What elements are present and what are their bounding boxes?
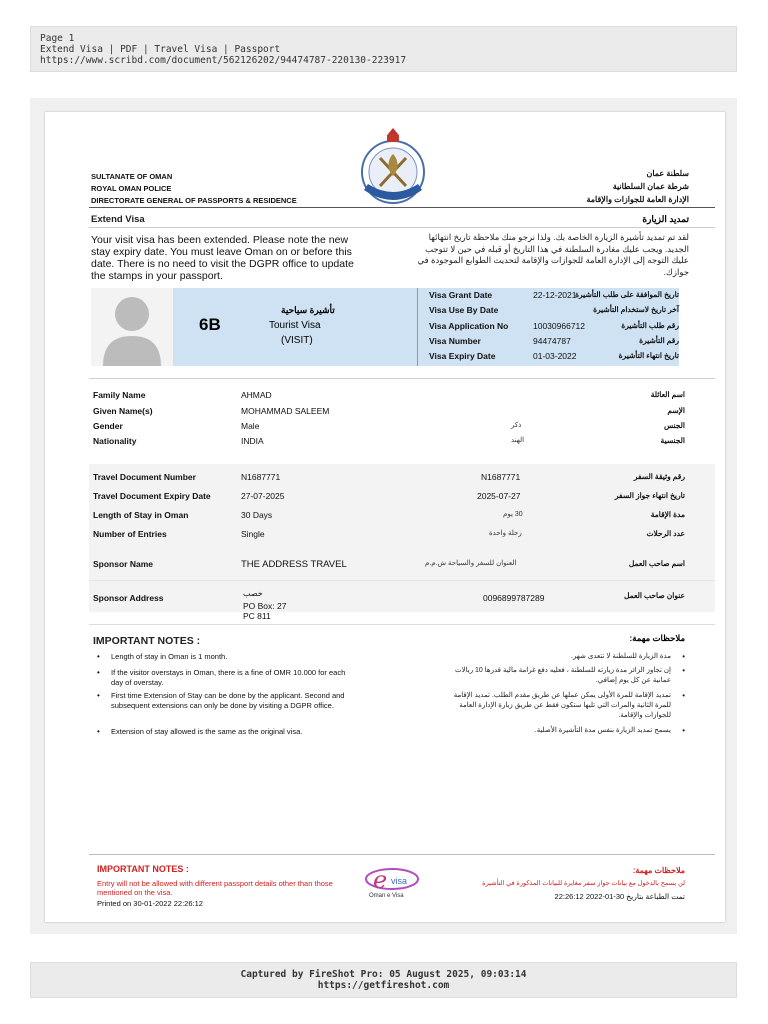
- given-names-label: Given Name(s): [93, 406, 153, 416]
- capture-footer-text: Captured by FireShot Pro: 05 August 2025, 09:03:14: [240, 969, 527, 980]
- visa-document-page: [45, 112, 725, 922]
- notes-title-ar: ملاحظات مهمة:: [629, 633, 685, 643]
- sponsor-address-value-ar: 0096899787289: [483, 593, 545, 603]
- travel-doc-expiry-label: Travel Document Expiry Date: [93, 491, 211, 501]
- visa-grant-date-label-ar: تاريخ الموافقة على طلب التأشيرة: [575, 290, 679, 299]
- letterhead-ar-line1: سلطنة عمان: [646, 169, 689, 178]
- visa-info-panel: [173, 288, 679, 366]
- svg-text:visa: visa: [391, 876, 408, 886]
- capture-page-url[interactable]: https://www.scribd.com/document/562126202/94474787-220130-223917: [40, 55, 407, 66]
- number-of-entries-label-ar: عدد الرحلات: [646, 529, 685, 538]
- visa-type-sub: (VISIT): [281, 335, 313, 346]
- gender-value: Male: [241, 421, 260, 431]
- visa-grant-date-value: 22-12-2021: [533, 290, 577, 300]
- footer-divider: [89, 854, 715, 855]
- visa-number-label-ar: رقم التأشيرة: [639, 336, 679, 345]
- sponsor-name-value: THE ADDRESS TRAVEL: [241, 559, 347, 570]
- visa-type-ar: تأشيرة سياحية: [281, 305, 335, 315]
- visa-application-no-label-ar: رقم طلب التأشيرة: [621, 321, 679, 330]
- letterhead-divider: [89, 207, 715, 208]
- note-item-ar: • إن تجاوز الزائر مدة زيارته للسلطنة ، فعليه دفع غرامة مالية قدرها 10 ريالات عمانية عن كل يوم إضافي.: [445, 666, 685, 686]
- travel-doc-number-value-ar: N1687771: [481, 472, 521, 482]
- notes-title: IMPORTANT NOTES :: [93, 635, 201, 647]
- letterhead-en-line3: DIRECTORATE GENERAL OF PASSPORTS & RESIDENCE: [91, 196, 297, 205]
- visa-type: Tourist Visa: [269, 320, 321, 331]
- family-name-value: AHMAD: [241, 390, 272, 400]
- travel-doc-expiry-label-ar: تاريخ انتهاء جواز السفر: [614, 491, 685, 500]
- section-divider: [89, 624, 715, 625]
- number-of-entries-value: Single: [241, 529, 265, 539]
- visa-summary-card: [91, 288, 679, 366]
- travel-doc-number-label-ar: رقم وثيقة السفر: [633, 472, 685, 481]
- visa-expiry-date-value: 01-03-2022: [533, 351, 577, 361]
- visa-use-by-date-label-ar: آخر تاريخ لاستخدام التأشيرة: [593, 305, 679, 314]
- sponsor-address-label: Sponsor Address: [93, 593, 164, 603]
- note-item: • Length of stay in Oman is 1 month.: [97, 652, 357, 662]
- visa-panel-divider: [417, 288, 418, 366]
- capture-footer-link[interactable]: https://getfireshot.com: [317, 980, 450, 991]
- travel-doc-expiry-value-ar: 2025-07-27: [477, 491, 521, 501]
- sponsor-address-line1: خصب: [243, 589, 263, 598]
- doc-title: Extend Visa: [91, 214, 145, 225]
- sponsor-name-label-ar: اسم صاحب العمل: [628, 559, 685, 568]
- sponsor-address-line2: PO Box: 27: [243, 601, 287, 611]
- visa-application-no-label: Visa Application No: [429, 321, 509, 331]
- note-item: • If the visitor overstays in Oman, there is a fine of OMR 10.000 for each day of overstay.: [97, 668, 357, 688]
- letterhead-en-line2: ROYAL OMAN POLICE: [91, 184, 172, 193]
- capture-page-number: Page 1: [40, 33, 75, 44]
- nationality-value-ar: الهند: [511, 437, 525, 444]
- row-divider: [89, 580, 715, 581]
- length-of-stay-label-ar: مدة الإقامة: [650, 510, 685, 519]
- travel-doc-number-value: N1687771: [241, 472, 281, 482]
- length-of-stay-value-ar: 30 يوم: [503, 511, 523, 518]
- length-of-stay-value: 30 Days: [241, 510, 273, 520]
- sponsor-name-value-ar: العنوان للسفر والسياحة ش.م.م: [425, 560, 517, 567]
- doc-title-ar: تمديد الزيارة: [642, 214, 689, 224]
- note-item: • Extension of stay allowed is the same as the original visa.: [97, 727, 357, 737]
- visa-number-label: Visa Number: [429, 336, 481, 346]
- travel-doc-number-label: Travel Document Number: [93, 472, 196, 482]
- travel-doc-expiry-value: 27-07-2025: [241, 491, 285, 501]
- capture-page-title: Extend Visa | PDF | Travel Visa | Passport: [40, 44, 281, 55]
- nationality-label: Nationality: [93, 436, 137, 446]
- title-divider: [89, 227, 715, 228]
- letterhead-ar-line2: شرطة عمان السلطانية: [612, 182, 689, 191]
- letterhead-ar-line3: الإدارة العامة للجوازات والإقامة: [586, 195, 689, 204]
- nationality-label-ar: الجنسية: [660, 436, 685, 445]
- gender-label-ar: الجنس: [663, 421, 685, 430]
- visa-grant-date-label: Visa Grant Date: [429, 290, 493, 300]
- note-item-ar: • تمديد الإقامة للمرة الأولى يمكن عملها عن طريق مقدم الطلب. تمديد الإقامة للمرة الثانية والمرات التي تليها ستكون فقط عن طريق زيارة الإدارة العامة للجوازات والإقامة.: [445, 691, 685, 721]
- oman-evisa-logo-icon: [361, 864, 423, 904]
- footer-notes-title-ar: ملاحظات مهمة:: [632, 866, 685, 875]
- sponsor-address-label-ar: عنوان صاحب العمل: [623, 591, 685, 600]
- number-of-entries-label: Number of Entries: [93, 529, 167, 539]
- visa-code: 6B: [199, 315, 221, 334]
- given-names-label-ar: الإسم: [667, 406, 685, 415]
- person-silhouette-icon: [91, 288, 173, 366]
- footer-notes-text: Entry will not be allowed with different passport details other than those mentioned on the visa.: [97, 879, 333, 897]
- number-of-entries-value-ar: رحلة واحدة: [489, 530, 522, 537]
- sponsor-name-label: Sponsor Name: [93, 559, 153, 569]
- visa-expiry-date-label-ar: تاريخ انتهاء التأشيرة: [618, 351, 679, 360]
- gender-value-ar: ذكر: [511, 422, 522, 429]
- note-item-ar: • مدة الزيارة للسلطنة لا تتعدى شهر.: [445, 652, 685, 662]
- note-item-ar: • يسمح تمديد الزيارة بنفس مدة التأشيرة الأصلية.: [445, 726, 685, 736]
- visa-application-no-value: 10030966712: [533, 321, 586, 331]
- nationality-value: INDIA: [241, 436, 264, 446]
- royal-oman-police-emblem-icon: [350, 124, 436, 208]
- printed-on-text-ar: تمت الطباعة بتاريخ 30-01-2022 22:26:12: [554, 892, 685, 901]
- sponsor-address-line3: PC 811: [243, 611, 271, 621]
- intro-text: Your visit visa has been extended. Please note the new stay expiry date. You must leave Oman on or before this date. There is no need to visit the DGPR office to update the stamps in your passport.: [91, 234, 354, 282]
- section-divider: [89, 378, 715, 379]
- capture-header: [30, 26, 737, 72]
- letterhead-en-line1: SULTANATE OF OMAN: [91, 172, 173, 181]
- printed-on-text: Printed on 30-01-2022 22:26:12: [97, 899, 203, 908]
- photo-area: [91, 288, 173, 366]
- oman-evisa-logo-text: Oman e Visa: [369, 893, 404, 899]
- intro-text-ar: لقد تم تمديد تأشيرة الزيارة الخاصة بك. ولذا نرجو منك ملاحظة تاريخ انتهائها الجديد. ويجب عليك مغادرة السلطنة في هذا التاريخ أو قبله في حين لا تتوجب عليك التوجه إلى الإدارة العامة للجوازات والإقامة لتحديث الطوابع الموجودة في جوازك.: [417, 232, 689, 277]
- family-name-label: Family Name: [93, 390, 146, 400]
- svg-text:e: e: [373, 866, 388, 894]
- gender-label: Gender: [93, 421, 123, 431]
- length-of-stay-label: Length of Stay in Oman: [93, 510, 189, 520]
- visa-expiry-date-label: Visa Expiry Date: [429, 351, 496, 361]
- capture-footer: [30, 962, 737, 998]
- footer-notes-title: IMPORTANT NOTES :: [97, 864, 189, 874]
- footer-notes-text-ar: لن يسمح بالدخول مع بيانات جواز سفر مغايرة للبيانات المذكورة في التأشيرة: [482, 880, 685, 887]
- note-item: • First time Extension of Stay can be done by the applicant. Second and subsequent extensions can only be done by visiting a DGPR office.: [97, 691, 357, 711]
- given-names-value: MOHAMMAD SALEEM: [241, 406, 330, 416]
- visa-number-value: 94474787: [533, 336, 571, 346]
- family-name-label-ar: اسم العائلة: [650, 390, 685, 399]
- visa-use-by-date-label: Visa Use By Date: [429, 305, 499, 315]
